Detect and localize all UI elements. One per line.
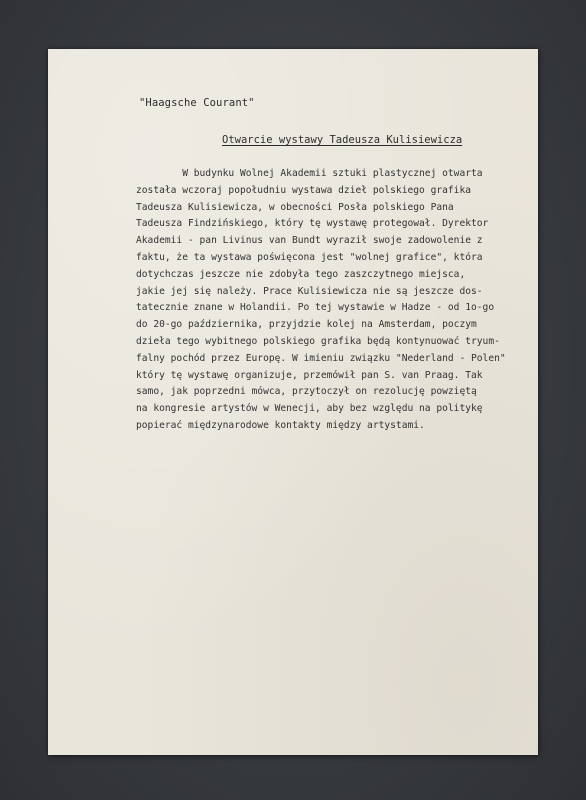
body-line: W budynku Wolnej Akademii sztuki plastycznej otwarta xyxy=(136,168,483,179)
body-line: Tadeusza Kulisiewicza, w obecności Posła polskiego Pana xyxy=(136,201,454,213)
body-line: jakie jej się należy. Prace Kulisiewicza nie są jeszcze dos- xyxy=(136,285,483,297)
document-page xyxy=(48,49,538,755)
body-line: Tadeusza Findzińskiego, który tę wystawę protegował. Dyrektor xyxy=(136,218,489,230)
body-line: falny pochód przez Europę. W imieniu związku "Nederland - Polen" xyxy=(136,352,506,364)
body-line: Akademii - pan Livinus van Bundt wyraził swoje zadowolenie z xyxy=(136,235,483,247)
newspaper-source: "Haagsche Courant" xyxy=(139,97,255,109)
body-line: tatecznie znane w Holandii. Po tej wystawie w Hadze - od 1o-go xyxy=(136,302,495,314)
body-line: faktu, że ta wystawa poświęcona jest "wolnej grafice", która xyxy=(136,251,483,263)
body-line: który tę wystawę organizuje, przemówił pan S. van Praag. Tak xyxy=(136,369,483,381)
article-body xyxy=(136,166,516,435)
body-line: popierać międzynarodowe kontakty między artystami. xyxy=(136,419,425,431)
body-line: na kongresie artystów w Wenecji, aby bez względu na politykę xyxy=(136,403,483,415)
body-line: do 20-go października, przyjdzie kolej na Amsterdam, poczym xyxy=(136,319,477,331)
body-line: samo, jak poprzedni mówca, przytoczył on rezolucję powziętą xyxy=(136,386,477,398)
body-line: dzieła tego wybitnego polskiego grafika będą kontynuować tryum- xyxy=(136,335,500,347)
body-line: dotychczas jeszcze nie zdobyła tego zaszczytnego miejsca, xyxy=(136,268,466,280)
article-title: Otwarcie wystawy Tadeusza Kulisiewicza xyxy=(222,134,463,146)
body-line: została wczoraj popołudniu wystawa dzieł polskiego grafika xyxy=(136,184,472,196)
